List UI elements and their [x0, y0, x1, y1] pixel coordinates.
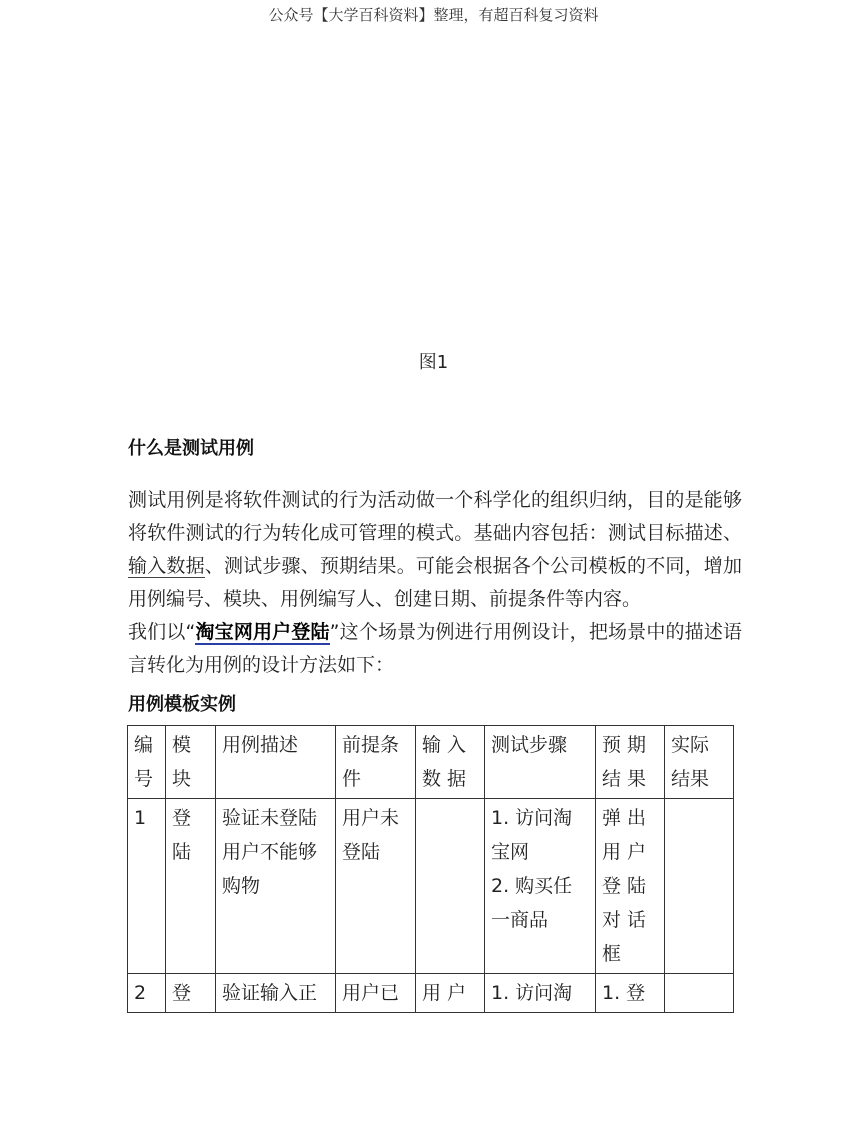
cell-actual: [665, 799, 734, 974]
paragraph-text: ”这个场景为例进行用例设计，把场景中的描述语言转化为用例的设计方法如下：: [128, 621, 742, 676]
cell-input: [416, 799, 485, 974]
header-cell: 测试步骤: [485, 726, 596, 799]
test-case-table: [127, 725, 734, 1013]
header-cell: 用例描述: [216, 726, 336, 799]
table-title: 用例模板实例: [128, 690, 236, 716]
cell-description: 验证未登陆用户不能够购物: [216, 799, 336, 974]
cell-actual: [665, 974, 734, 1013]
page-header: 公众号【大学百科资料】整理，有超百科复习资料: [268, 6, 599, 24]
cell-id: 2: [128, 974, 166, 1013]
cell-id: 1: [128, 799, 166, 974]
paragraph-example: [128, 616, 742, 682]
step-line: 2. 购买任一商品: [491, 875, 573, 931]
table-row: [128, 799, 734, 974]
section-title: 什么是测试用例: [128, 438, 254, 459]
cell-steps: [485, 974, 596, 1013]
cell-module: 登: [166, 974, 216, 1013]
header-cell: 前提条件: [336, 726, 416, 799]
paragraph-text: 测试用例是将软件测试的行为活动做一个科学化的组织归纳，目的是能够将软件测试的行为转化成可管理的模式。基础内容包括：测试目标描述、: [128, 489, 742, 544]
header-cell: 编号: [128, 726, 166, 799]
cell-precondition: 用户未登陆: [336, 799, 416, 974]
paragraph-definition: [128, 484, 742, 616]
header-cell: 实际结果: [665, 726, 734, 799]
header-cell: 模块: [166, 726, 216, 799]
paragraph-text: 、测试步骤、预期结果。可能会根据各个公司模板的不同，增加用例编号、模块、用例编写人、创建日期、前提条件等内容。: [128, 555, 742, 610]
step-line: 1. 访问淘宝网: [491, 807, 573, 863]
cell-precondition: 用户已: [336, 974, 416, 1013]
table-header-row: [128, 726, 734, 799]
cell-expected: 1. 登: [596, 974, 665, 1013]
step-line: 1. 访问淘: [491, 982, 573, 1004]
header-cell: 输入数据: [416, 726, 485, 799]
table-row: [128, 974, 734, 1013]
cell-input: 用户: [416, 974, 485, 1013]
underlined-term: 输入数据: [128, 555, 205, 577]
header-cell: 预期结果: [596, 726, 665, 799]
body-text: [128, 484, 742, 682]
scenario-link[interactable]: 淘宝网用户登陆: [195, 621, 330, 643]
cell-module: 登陆: [166, 799, 216, 974]
cell-steps: [485, 799, 596, 974]
cell-expected: 弹出用户登陆对话框: [596, 799, 665, 974]
figure-caption: 图1: [418, 352, 449, 373]
cell-description: 验证输入正: [216, 974, 336, 1013]
paragraph-text: 我们以“: [128, 621, 196, 643]
